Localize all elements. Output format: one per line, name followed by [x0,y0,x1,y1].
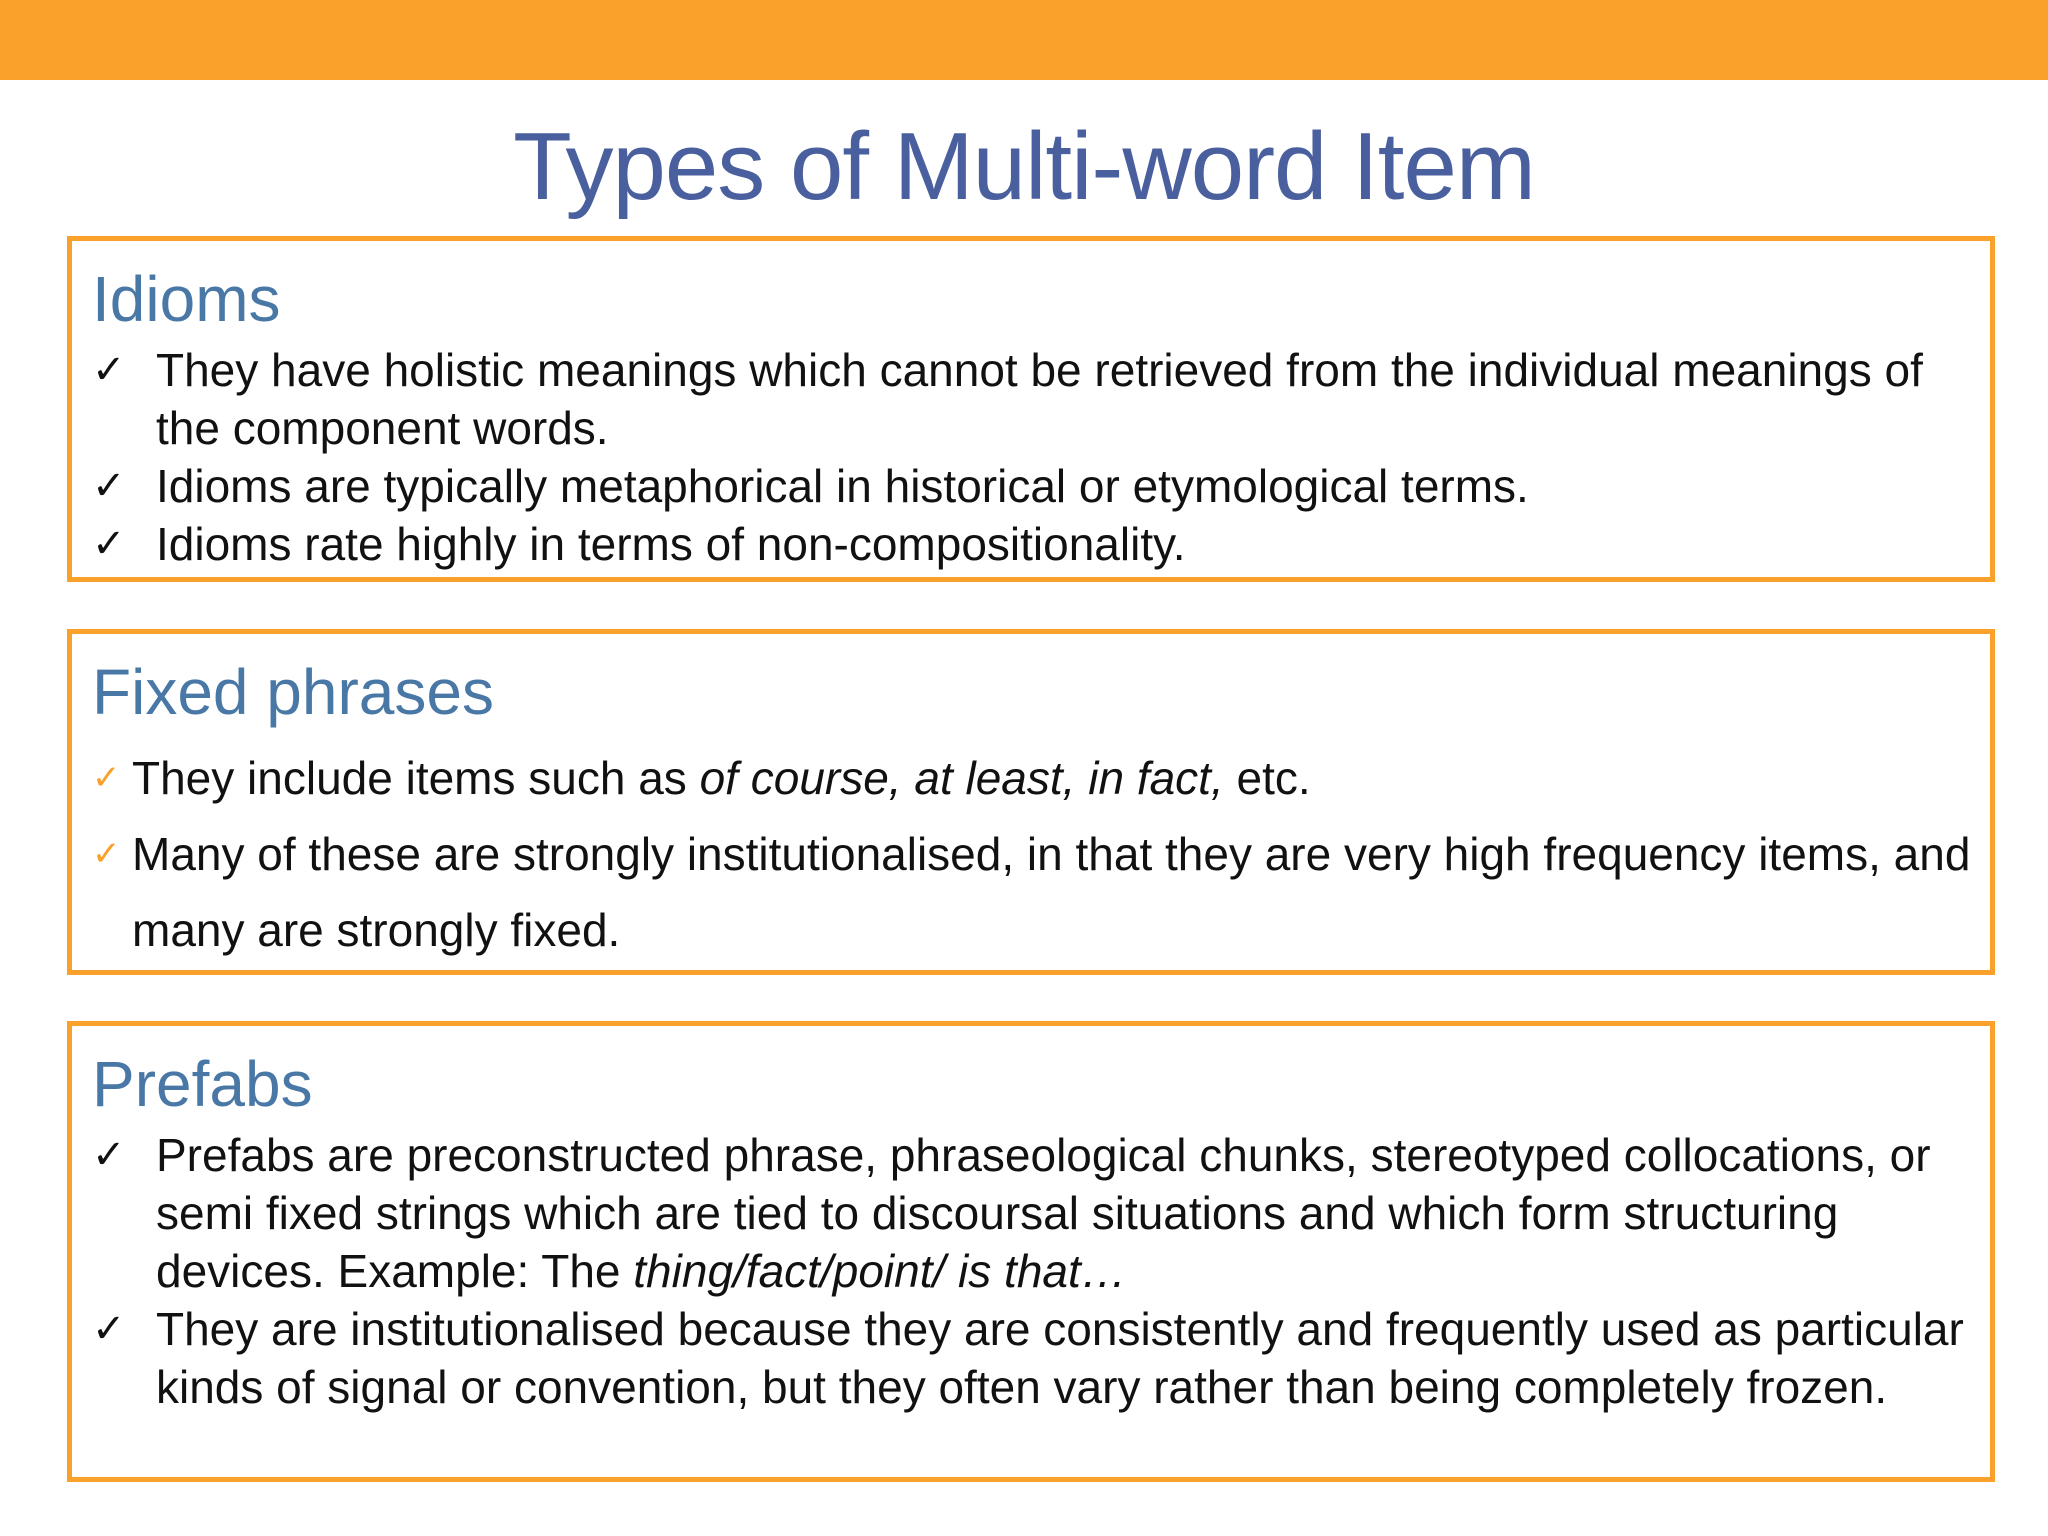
list-item [72,1126,1990,1300]
list-item-text [132,740,1974,816]
list-item [72,1300,1990,1416]
fixed-phrases-heading: Fixed phrases [92,656,494,728]
list-item [72,341,1990,457]
list-item-text: Idioms rate highly in terms of non-compositionality. [156,518,1186,570]
fixed-phrases-list [72,740,1990,968]
list-item-text [156,1126,1970,1300]
text-run: They include items such as [132,752,700,804]
slide-title: Types of Multi-word Item [513,113,1535,220]
idioms-list [72,341,1990,573]
text-run: etc. [1223,752,1311,804]
idioms-heading: Idioms [92,263,281,335]
list-item [72,740,1990,816]
list-item [72,515,1990,573]
checkmark-icon: ✓ [92,758,121,798]
prefabs-box [67,1021,1995,1482]
top-accent-bar [0,0,2048,80]
prefabs-heading: Prefabs [92,1048,313,1120]
checkmark-icon: ✓ [92,834,121,874]
list-item [72,816,1990,968]
example-phrase: thing/fact/point/ is that… [633,1245,1127,1297]
checkmark-icon: ✓ [92,1306,126,1352]
checkmark-icon: ✓ [92,463,126,509]
list-item-text: Many of these are strongly institutionalised, in that they are very high frequency items, and many are strongly fixed. [132,828,1971,956]
list-item-text: Idioms are typically metaphorical in historical or etymological terms. [156,460,1529,512]
prefabs-list [72,1126,1990,1416]
checkmark-icon: ✓ [92,521,126,567]
fixed-phrases-box [67,629,1995,975]
checkmark-icon: ✓ [92,1132,126,1178]
idioms-box [67,236,1995,582]
checkmark-icon: ✓ [92,347,126,393]
list-item [72,457,1990,515]
text-run: Prefabs are preconstructed phrase, phraseological chunks, stereotyped collocations, or semi fixed strings which are tied to discoursal situations and which form structuring devices. Example: The [156,1129,1931,1297]
list-item-text: They are institutionalised because they are consistently and frequently used as particular kinds of signal or convention, but they often vary rather than being completely frozen. [156,1303,1964,1413]
example-phrases: of course, at least, in fact, [699,752,1224,804]
list-item-text: They have holistic meanings which cannot be retrieved from the individual meanings of the component words. [156,344,1923,454]
